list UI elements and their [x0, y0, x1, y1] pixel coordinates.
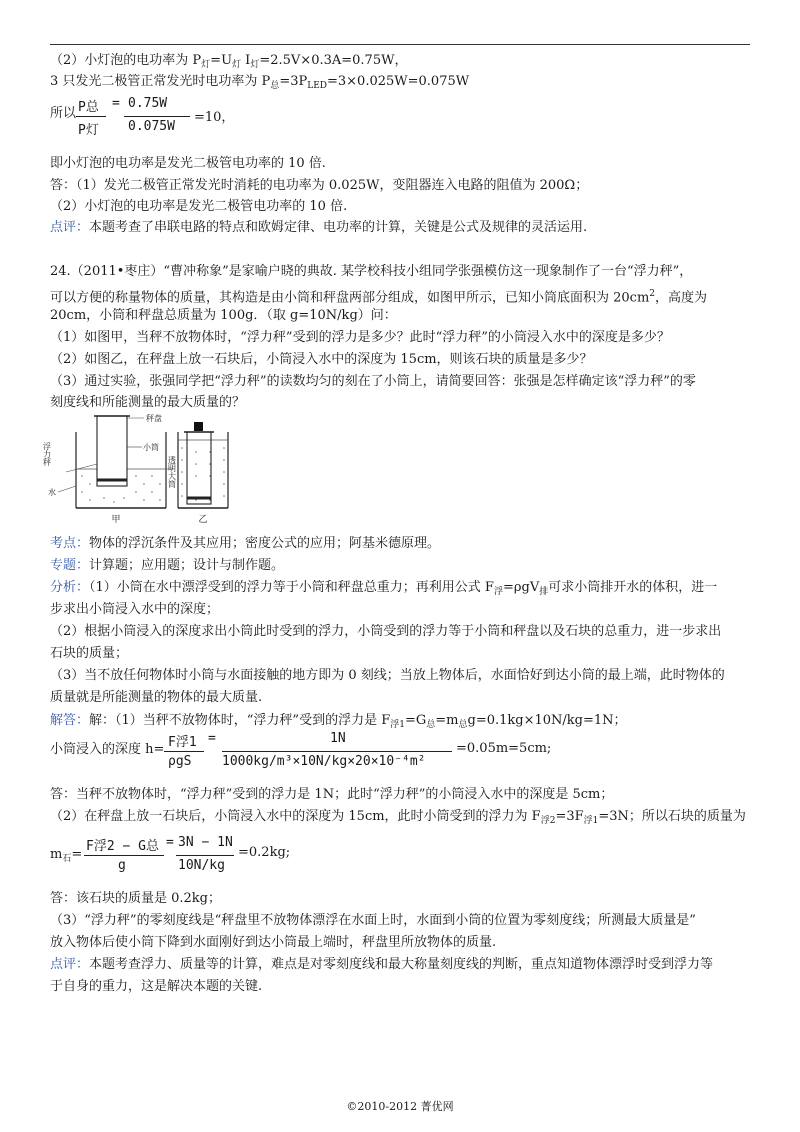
float-scale-figure	[44, 414, 234, 529]
fenxi-2a: （2）根据小筒浸入的深度求出小筒此时受到的浮力，小筒受到的浮力等于小筒和秤盘以及石块的总重力，进一步求出	[50, 624, 722, 639]
label-tube: 小筒	[143, 443, 159, 452]
caption-b: 乙	[198, 515, 208, 525]
review-q24-b: 于自身的重力，这是解决本题的关键.	[50, 979, 263, 994]
mass-den-value: 10N/kg	[178, 858, 225, 873]
depth-result: =0.05m=5cm;	[456, 741, 552, 756]
review-prev: 点评：本题考查了串联电路的特点和欧姆定律、电功率的计算，关键是公式及规律的灵活运用.	[50, 220, 588, 235]
caption-a: 甲	[111, 515, 121, 525]
jieda-3a: （3）“浮力秤”的零刻度线是“秤盘里不放物体漂浮在水面上时，水面到小筒的位置为零刻度线；所测最大质量是”	[50, 913, 696, 928]
depth-sign: =	[208, 731, 216, 746]
q24-line-1: 24.（2011•枣庄）“曹冲称象”是家喻户晓的典故. 某学校科技小组同学张强模仿这一现象制作了一台“浮力秤”，	[50, 264, 693, 279]
depth-lead: 小筒浸入的深度 h=	[50, 742, 165, 757]
label-scale: 浮力秤	[42, 442, 52, 466]
header-rule	[50, 44, 750, 45]
jieda-2: （2）在秤盘上放一石块后，小筒浸入水中的深度为 15cm，此时小筒受到的浮力为 $F_{浮2}=3F_{浮1}=3N$；所以石块的质量为	[50, 809, 746, 826]
answer-line-1: 答：（1）发光二极管正常发光时消耗的电功率为 0.025W，变阻器连入电路的阻值为 200Ω；	[50, 178, 589, 193]
jieda-3b: 放入物体后使小筒下降到水面刚好到达小筒最上端时，秤盘里所放物体的质量.	[50, 935, 497, 950]
depth-formula	[164, 731, 564, 775]
figure-b	[178, 422, 228, 525]
jieda-answer-2: 答：该石块的质量是 0.2kg；	[50, 891, 222, 906]
fenxi-3a: （3）当不放任何物体时小筒与水面接触的地方即为 0 刻线；当放上物体后，水面恰好到达小筒的最上端，此时物体的	[50, 668, 725, 683]
small-tube-b	[187, 432, 211, 504]
copyright-footer: ©2010-2012 菁优网	[346, 1100, 454, 1113]
mass-den-symbol: g	[118, 858, 126, 873]
small-tube-a	[97, 416, 127, 486]
q24-sub-2: （2）如图乙，在秤盘上放一石块后，小筒浸入水中的深度为 15cm，则该石块的质量是多少？	[50, 352, 593, 367]
review-label: 点评：	[50, 220, 90, 235]
label-water: 水	[48, 488, 56, 497]
q24-sub-1: （1）如图甲，当秤不放物体时，“浮力秤”受到的浮力是多少？此时“浮力秤”的小筒浸入水中的深度是多少？	[50, 330, 670, 345]
depth-den-value: 1000kg/m³×10N/kg×20×10⁻⁴m²	[222, 754, 426, 769]
ratio-result: =10，	[194, 110, 235, 125]
q24-line-3: 20cm，小筒和秤盘总质量为 100g．（取 g=10N/kg）问：	[50, 308, 397, 323]
ratio-num-value: 0.75W	[128, 96, 168, 111]
fenxi-1b: 步求出小筒浸入水中的深度；	[50, 602, 220, 617]
depth-den-symbol: ρgS	[168, 754, 192, 769]
answer-line-2: （2）小灯泡的电功率是发光二极管电功率的 10 倍.	[50, 199, 348, 214]
kaodian: 考点：物体的浮沉条件及其应用；密度公式的应用；阿基米德原理。	[50, 536, 441, 551]
ratio-sign: =	[112, 96, 120, 111]
figure-a	[43, 413, 177, 525]
label-pan: 秤盘	[146, 414, 162, 423]
mass-num-symbol: F浮2 − G总	[86, 839, 159, 854]
mass-formula	[84, 835, 304, 879]
ratio-formula	[76, 96, 266, 140]
ratio-den-value: 0.075W	[128, 119, 175, 134]
q24-sub-3a: （3）通过实验，张强同学把“浮力秤”的读数均匀的刻在了小筒上，请简要回答：张强是怎样确定该“浮力秤”的零	[50, 374, 696, 389]
ratio-lead: 所以	[50, 106, 77, 121]
review-q24-a: 点评：本题考查浮力、质量等的计算，难点是对零刻度线和最大称量刻度线的判断，重点知道物体漂浮时受到浮力等	[50, 957, 714, 972]
water-dots-b	[181, 447, 225, 501]
jieda-answer-1: 答：当秤不放物体时，“浮力秤”受到的浮力是 1N；此时“浮力秤”的小筒浸入水中的深度是 5cm；	[50, 787, 614, 802]
line-led-power: 3 只发光二极管正常发光时电功率为 $P_总=3P_{LED}=3\times 0.025W=0.075W$	[50, 74, 470, 91]
ratio-num-symbol: P总	[78, 100, 99, 115]
mass-lead: $m_石=$	[50, 847, 83, 864]
fenxi-3b: 质量就是所能测量的物体的最大质量.	[50, 690, 263, 705]
mass-result: =0.2kg;	[238, 845, 291, 860]
depth-num-value: 1N	[330, 731, 346, 746]
mass-num-value: 3N − 1N	[178, 835, 233, 850]
ratio-den-symbol: P灯	[78, 123, 99, 138]
q24-line-2: 可以方便的称量物体的质量，其构造是由小筒和秤盘两部分组成，如图甲所示，已知小筒底面积为 $20cm^2$，高度为	[50, 289, 708, 306]
ratio-conclusion: 即小灯泡的电功率是发光二极管电功率的 10 倍.	[50, 156, 326, 171]
fenxi-1a: 分析：（1）小筒在水中漂浮受到的浮力等于小筒和秤盘总重力；再利用公式 $F_浮=\rho gV_排$可求小筒排开水的体积，进一	[50, 580, 718, 597]
q24-sub-3b: 刻度线和所能测量的最大质量的？	[50, 395, 246, 410]
fenxi-2b: 石块的质量；	[50, 646, 129, 661]
depth-num-symbol: F浮1	[168, 735, 197, 750]
line-lamp-power: （2）小灯泡的电功率为 $P_灯=U_灯$ $I_灯=2.5V\times 0.3A=0.75W$，	[50, 53, 408, 70]
stone-icon	[194, 422, 203, 431]
zhuanti: 专题：计算题；应用题；设计与制作题。	[50, 558, 285, 573]
label-clear-tube: 透明大筒	[167, 456, 177, 488]
jieda-1: 解答：解：（1）当秤不放物体时，“浮力秤”受到的浮力是 $F_{浮1}=G_总=m_总g=0.1kg\times 10N/kg=1N$；	[50, 713, 627, 730]
mass-sign: =	[166, 835, 174, 850]
